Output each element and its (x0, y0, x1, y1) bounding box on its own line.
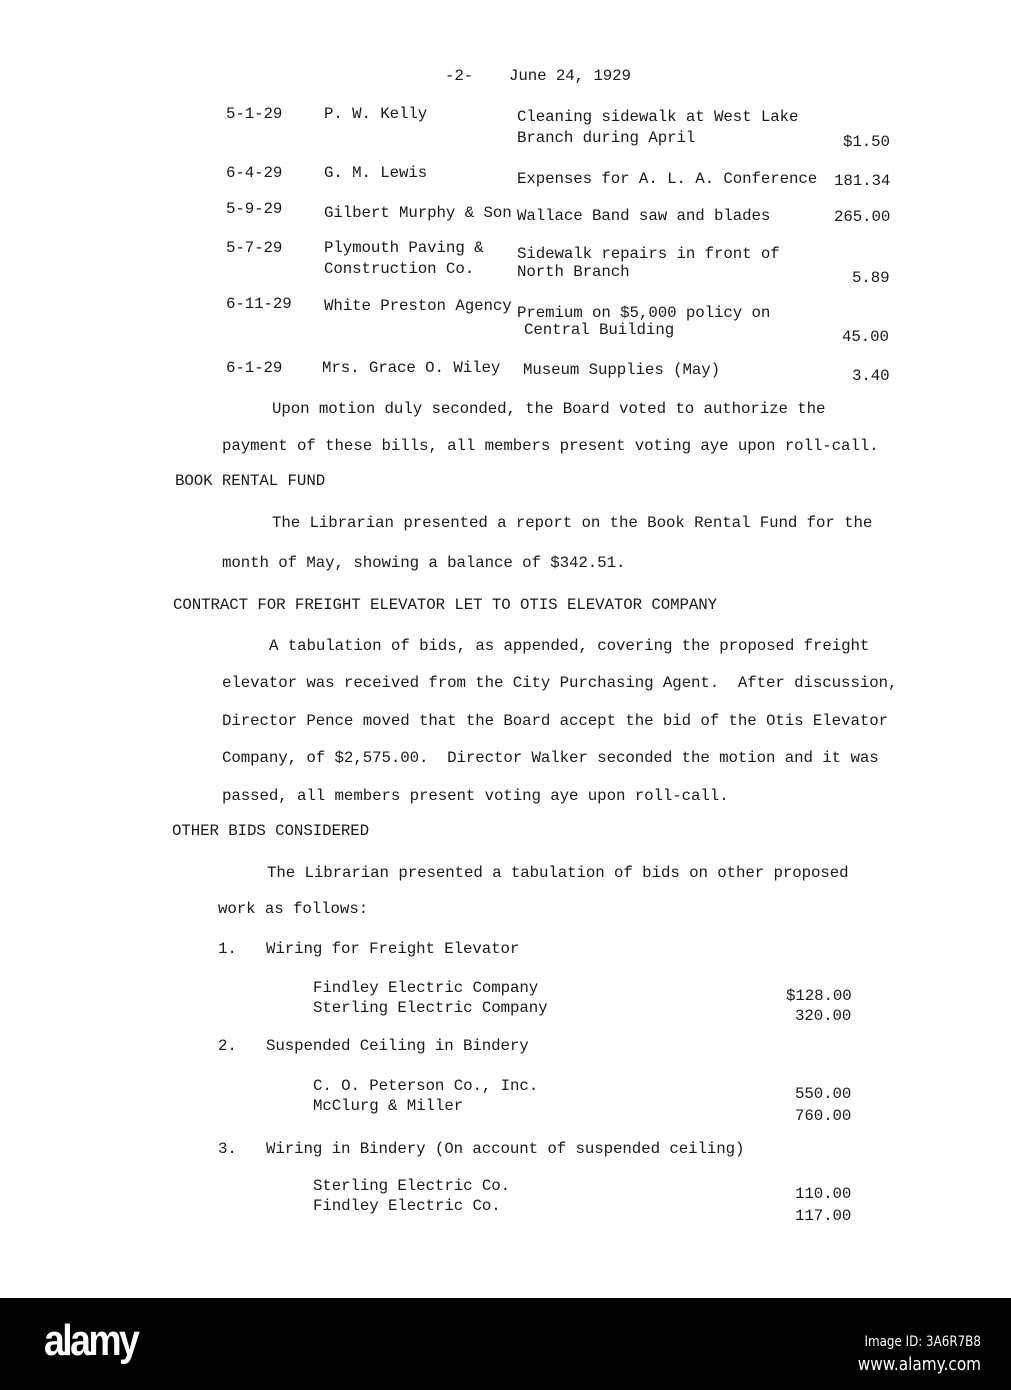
paragraph-line: Company, of $2,575.00. Director Walker seconded the motion and it was (222, 749, 879, 767)
bill-amount: 181.34 (834, 172, 891, 190)
watermark-footer (0, 1298, 1011, 1390)
section-heading: CONTRACT FOR FREIGHT ELEVATOR LET TO OTIS ELEVATOR COMPANY (173, 596, 718, 614)
bid-amount: 550.00 (795, 1085, 852, 1103)
bid-title: Wiring for Freight Elevator (266, 940, 520, 958)
bill-payee: Mrs. Grace O. Wiley (322, 359, 501, 377)
image-id: Image ID: 3A6R7B8 (864, 1334, 981, 1350)
paragraph-line: Upon motion duly seconded, the Board voted to authorize the (272, 400, 826, 418)
bill-date: 5-1-29 (226, 105, 283, 123)
bill-desc: Sidewalk repairs in front of (517, 245, 780, 263)
bill-payee: G. M. Lewis (324, 164, 428, 182)
paragraph-line: payment of these bills, all members present voting aye upon roll-call. (222, 437, 879, 455)
page-number: -2- (445, 67, 474, 85)
bid-title: Wiring in Bindery (On account of suspended ceiling) (266, 1140, 745, 1158)
paragraph-line: passed, all members present voting aye upon roll-call. (222, 787, 729, 805)
bid-amount: 117.00 (795, 1207, 852, 1225)
paragraph-line: month of May, showing a balance of $342.51. (222, 554, 626, 572)
paragraph-line: The Librarian presented a tabulation of bids on other proposed (267, 864, 849, 882)
bill-desc: North Branch (517, 263, 630, 281)
paragraph-line: Director Pence moved that the Board accept the bid of the Otis Elevator (222, 712, 888, 730)
bill-amount: 45.00 (842, 328, 889, 346)
bid-number: 2. (218, 1037, 237, 1055)
paragraph-line: work as follows: (218, 900, 369, 918)
bidder-name: Findley Electric Co. (313, 1197, 501, 1215)
section-heading: OTHER BIDS CONSIDERED (172, 822, 369, 840)
bill-payee: Gilbert Murphy & Son (324, 204, 512, 222)
bill-desc: Premium on $5,000 policy on (517, 304, 771, 322)
bill-date: 6-4-29 (226, 164, 283, 182)
bidder-name: McClurg & Miller (313, 1097, 464, 1115)
bill-date: 6-11-29 (226, 295, 292, 313)
site-url: www.alamy.com (857, 1354, 981, 1375)
section-heading: BOOK RENTAL FUND (175, 472, 326, 490)
bid-amount: 760.00 (795, 1107, 852, 1125)
bill-payee: White Preston Agency (324, 297, 512, 315)
bidder-name: C. O. Peterson Co., Inc. (313, 1077, 539, 1095)
bill-desc: Branch during April (517, 129, 696, 147)
bid-amount: $128.00 (786, 987, 852, 1005)
bid-number: 3. (218, 1140, 237, 1158)
bidder-name: Sterling Electric Company (313, 999, 548, 1017)
bill-desc: Museum Supplies (May) (523, 361, 720, 379)
bill-amount: 3.40 (852, 367, 890, 385)
bidder-name: Sterling Electric Co. (313, 1177, 510, 1195)
bill-payee: P. W. Kelly (324, 105, 428, 123)
page-date: June 24, 1929 (509, 67, 631, 85)
paragraph-line: The Librarian presented a report on the Book Rental Fund for the (272, 514, 873, 532)
bill-desc: Cleaning sidewalk at West Lake (517, 108, 799, 126)
bill-date: 6-1-29 (226, 359, 283, 377)
bill-desc: Expenses for A. L. A. Conference (517, 170, 818, 188)
bill-amount: 265.00 (834, 208, 891, 226)
bid-amount: 110.00 (795, 1185, 852, 1203)
bid-amount: 320.00 (795, 1007, 852, 1025)
alamy-logo: alamy (44, 1316, 138, 1365)
bill-payee: Plymouth Paving & (324, 239, 484, 257)
bid-number: 1. (218, 940, 237, 958)
bidder-name: Findley Electric Company (313, 979, 539, 997)
bill-desc: Wallace Band saw and blades (517, 207, 771, 225)
bill-desc: Central Building (524, 321, 675, 339)
paragraph-line: A tabulation of bids, as appended, covering the proposed freight (269, 637, 870, 655)
bid-title: Suspended Ceiling in Bindery (266, 1037, 529, 1055)
bill-date: 5-7-29 (226, 239, 283, 257)
bill-amount: 5.89 (852, 269, 890, 287)
bill-amount: $1.50 (843, 133, 890, 151)
bill-date: 5-9-29 (226, 200, 283, 218)
paragraph-line: elevator was received from the City Purchasing Agent. After discussion, (222, 674, 898, 692)
bill-payee: Construction Co. (324, 260, 475, 278)
